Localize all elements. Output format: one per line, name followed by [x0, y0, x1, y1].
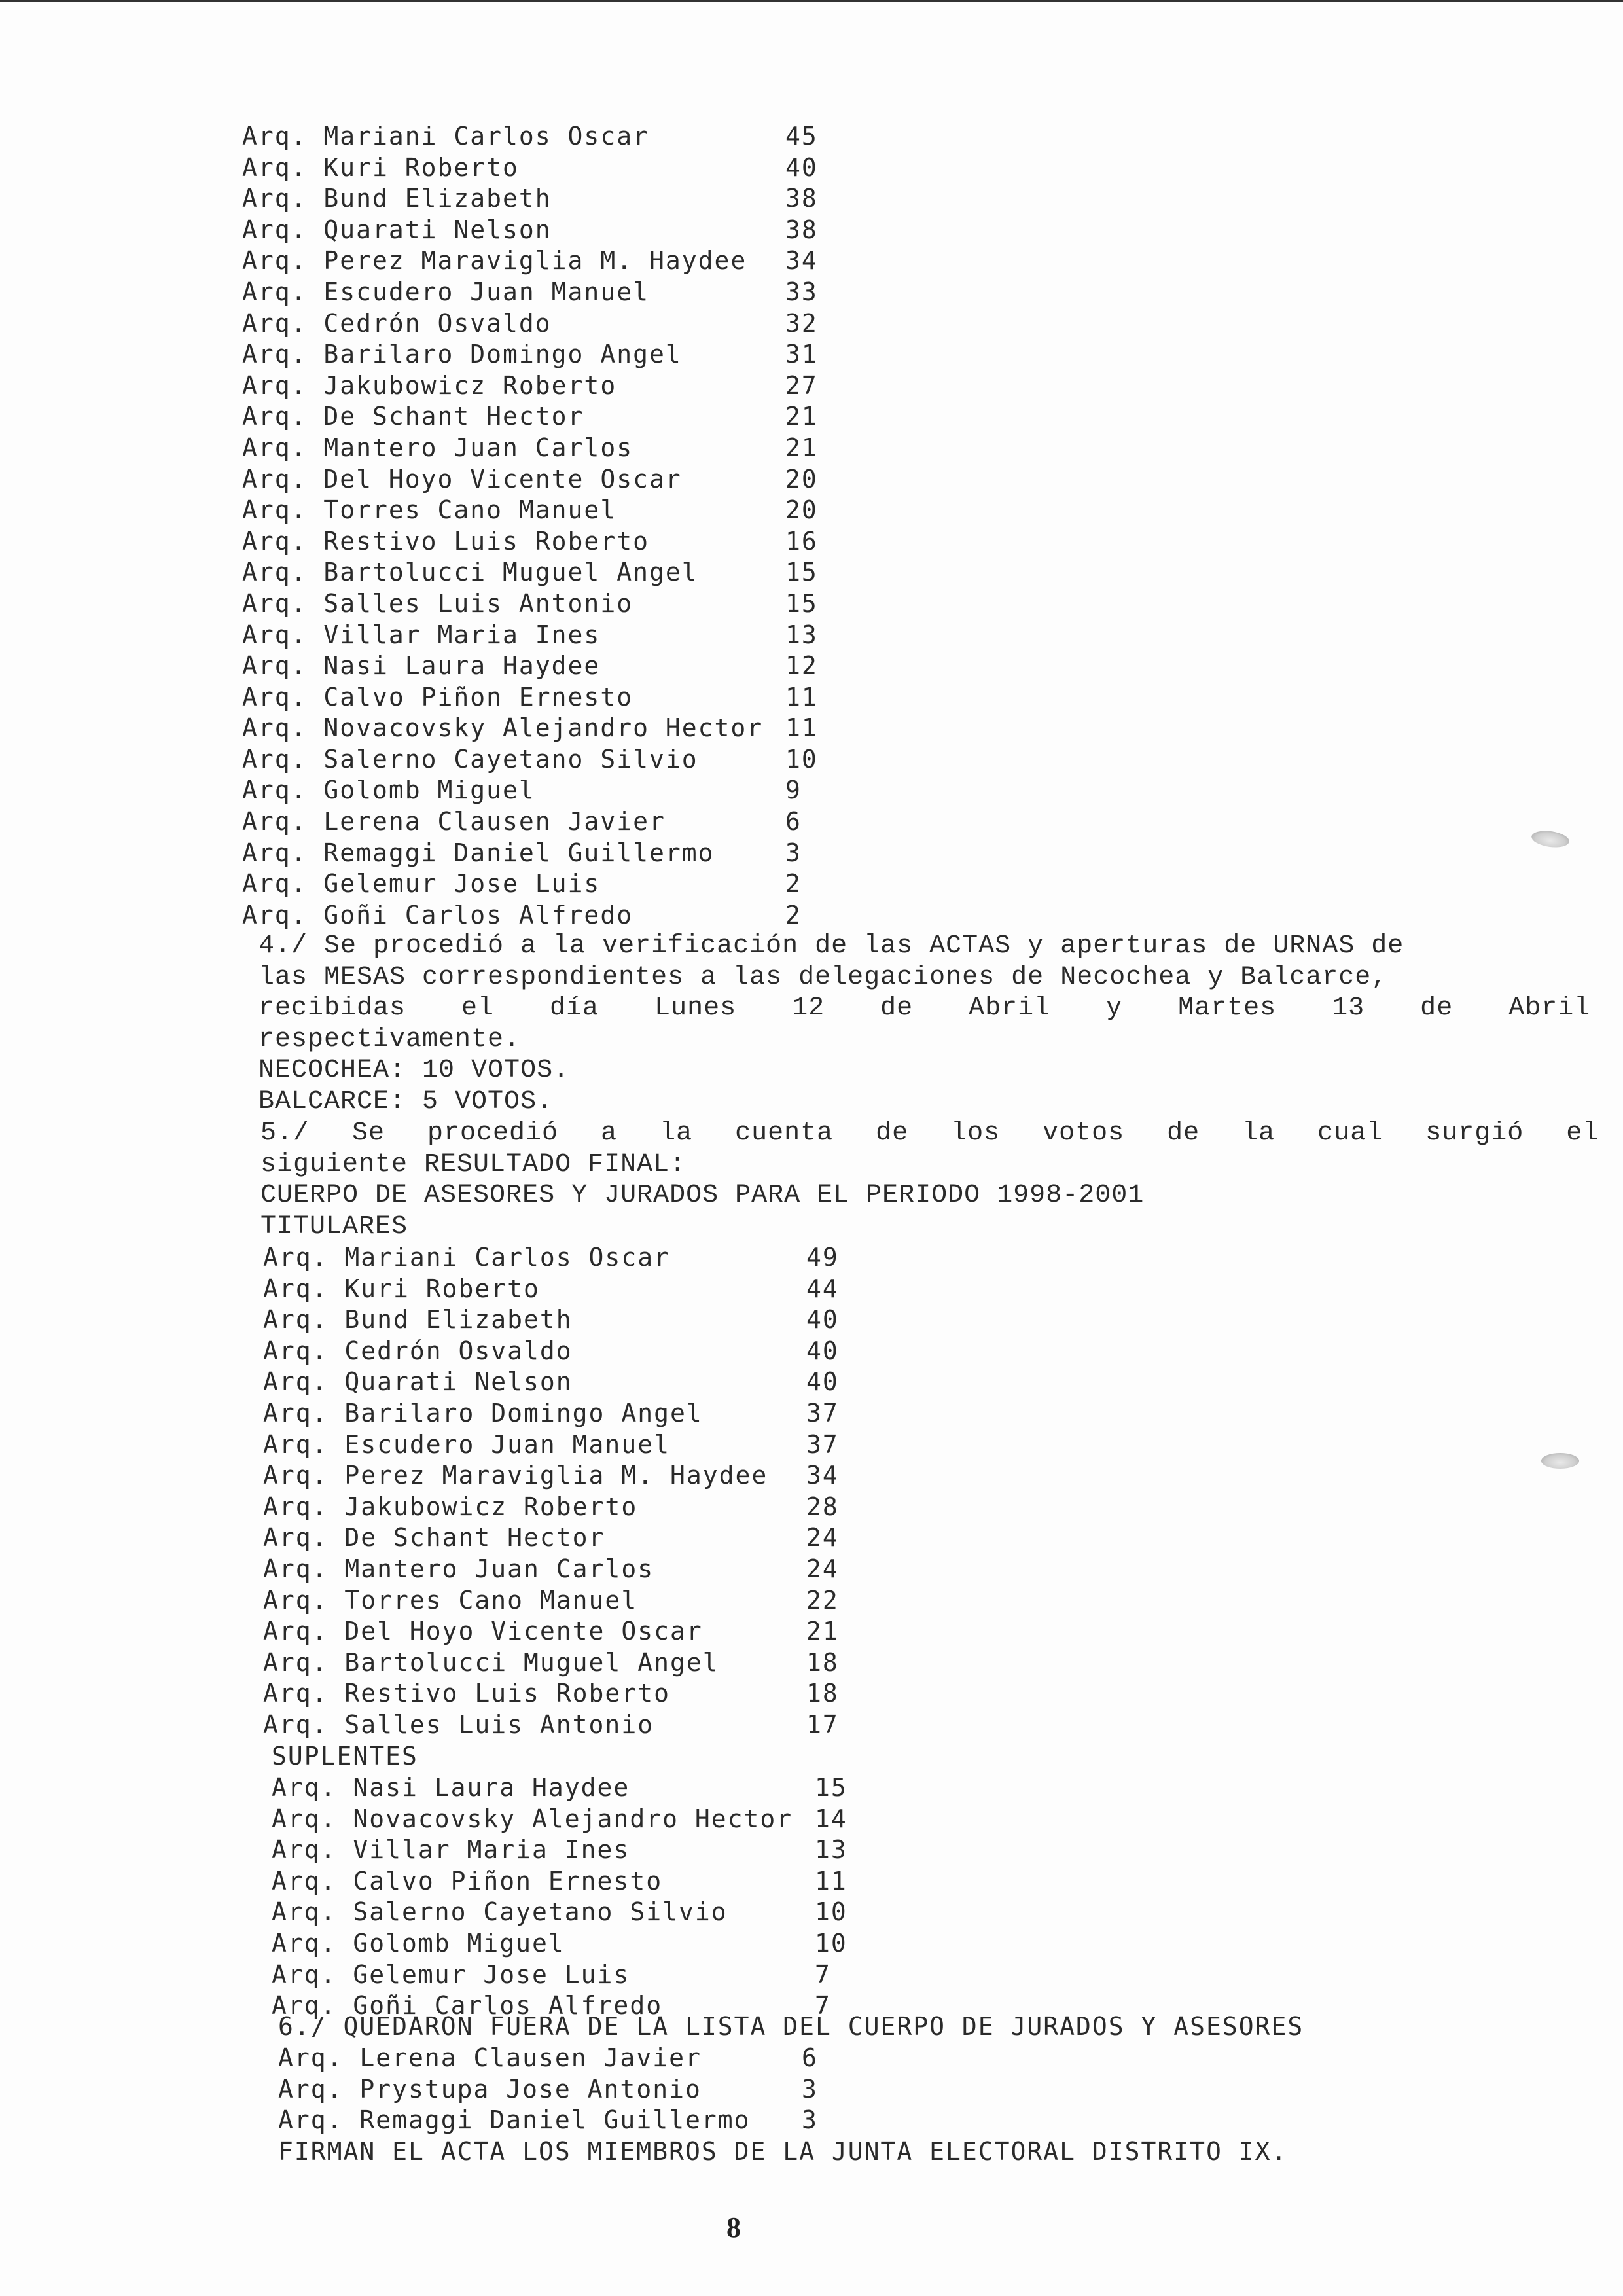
candidate-votes: 13	[785, 620, 818, 649]
candidate-name: Arq. Salerno Cayetano Silvio	[242, 744, 698, 774]
candidate-name: Arq. Jakubowicz Roberto	[242, 370, 617, 400]
candidate-name: Arq. Salles Luis Antonio	[242, 588, 633, 618]
titulares-label: TITULARES	[260, 1211, 408, 1242]
candidate-name: Arq. Quarati Nelson	[242, 215, 552, 244]
candidate-name: Arq. Perez Maraviglia M. Haydee	[242, 246, 747, 276]
candidate-votes: 33	[785, 277, 818, 306]
candidate-name: Arq. Lerena Clausen Javier	[278, 2043, 702, 2072]
candidate-name: Arq. Kuri Roberto	[242, 152, 519, 182]
page-number: 8	[726, 2212, 741, 2244]
candidate-name: Arq. Novacovsky Alejandro Hector	[242, 713, 764, 743]
candidate-votes: 27	[785, 370, 818, 400]
candidate-votes: 9	[785, 776, 802, 805]
punch-hole-mark	[1531, 829, 1571, 850]
candidate-name: Arq. Remaggi Daniel Guillermo	[242, 838, 715, 867]
candidate-votes: 12	[785, 651, 818, 681]
candidate-votes: 38	[785, 184, 818, 213]
section-5-line: 5./ Se procedió a la cuenta de los votos de la cual surgió el	[260, 1119, 1599, 1148]
candidate-votes: 10	[815, 1928, 847, 1958]
top-edge-line	[0, 0, 1623, 2]
candidate-name: Arq. Torres Cano Manuel	[263, 1585, 638, 1615]
candidate-votes: 14	[815, 1804, 847, 1833]
section-6-heading	[278, 2011, 1304, 2043]
candidate-name: Arq. Villar Maria Ines	[242, 620, 601, 649]
candidate-name: Arq. Remaggi Daniel Guillermo	[278, 2106, 751, 2135]
candidate-votes: 31	[785, 340, 818, 369]
candidate-votes: 6	[802, 2043, 818, 2072]
candidate-votes: 21	[785, 402, 818, 431]
candidate-name: Arq. Calvo Piñon Ernesto	[242, 682, 633, 711]
candidate-votes: 32	[785, 308, 818, 338]
candidate-votes: 15	[815, 1773, 847, 1802]
punch-hole-mark	[1541, 1453, 1579, 1469]
candidate-votes: 38	[785, 215, 818, 244]
candidate-votes: 40	[806, 1367, 839, 1397]
candidate-votes: 15	[785, 558, 818, 587]
candidate-name: Arq. Cedrón Osvaldo	[263, 1336, 573, 1365]
suplentes-label: SUPLENTES	[272, 1742, 418, 1770]
candidate-votes: 18	[806, 1647, 839, 1677]
candidate-name: Arq. Mariani Carlos Oscar	[242, 122, 649, 151]
candidate-votes: 15	[785, 588, 818, 618]
candidate-name: Arq. Gelemur Jose Luis	[242, 869, 601, 899]
candidate-name: Arq. Salles Luis Antonio	[263, 1710, 654, 1739]
candidate-votes: 3	[802, 2106, 818, 2135]
section-4-line: recibidas el día Lunes 12 de Abril y Martes 13 de Abril	[259, 994, 1591, 1024]
candidate-votes: 34	[806, 1461, 839, 1490]
candidate-name: Arq. Golomb Miguel	[272, 1928, 565, 1958]
candidate-votes: 17	[806, 1710, 839, 1739]
section-4	[259, 931, 1591, 1118]
candidate-votes: 21	[785, 433, 818, 462]
candidate-name: Arq. Nasi Laura Haydee	[242, 651, 601, 681]
candidate-votes: 37	[806, 1398, 839, 1427]
candidate-votes: 20	[785, 464, 818, 493]
candidate-votes: 40	[785, 152, 818, 182]
section-4-line: las MESAS correspondientes a las delegaciones de Necochea y Balcarce,	[259, 962, 1388, 992]
suplentes-heading	[272, 1741, 418, 1772]
candidate-name: Arq. De Schant Hector	[263, 1523, 605, 1552]
candidate-name: Arq. Mantero Juan Carlos	[263, 1554, 654, 1583]
candidate-name: Arq. Golomb Miguel	[242, 776, 535, 805]
candidate-name: Arq. Jakubowicz Roberto	[263, 1492, 638, 1521]
candidate-name: Arq. Bartolucci Muguel Angel	[263, 1647, 719, 1677]
candidate-name: Arq. Salerno Cayetano Silvio	[272, 1897, 728, 1927]
candidate-name: Arq. Prystupa Jose Antonio	[278, 2074, 702, 2104]
final-result-heading: CUERPO DE ASESORES Y JURADOS PARA EL PERIODO 1998-2001	[260, 1181, 1145, 1211]
candidate-votes: 37	[806, 1429, 839, 1459]
candidate-votes: 11	[815, 1866, 847, 1895]
section-5	[260, 1118, 1599, 1242]
candidate-votes: 10	[785, 744, 818, 774]
candidate-name: Arq. Kuri Roberto	[263, 1274, 540, 1303]
candidate-votes: 16	[785, 526, 818, 556]
candidate-name: Arq. Cedrón Osvaldo	[242, 308, 552, 338]
candidate-votes: 24	[806, 1523, 839, 1552]
candidate-name: Arq. Gelemur Jose Luis	[272, 1960, 630, 1989]
candidate-votes: 24	[806, 1554, 839, 1583]
candidate-name: Arq. Escudero Juan Manuel	[242, 277, 649, 306]
candidate-votes: 7	[815, 1991, 831, 2020]
candidate-votes: 2	[785, 869, 802, 899]
candidate-name: Arq. Novacovsky Alejandro Hector	[272, 1804, 793, 1833]
candidate-name: Arq. De Schant Hector	[242, 402, 584, 431]
candidate-votes: 22	[806, 1585, 839, 1615]
candidate-name: Arq. Bund Elizabeth	[263, 1305, 573, 1335]
candidate-votes: 18	[806, 1679, 839, 1708]
candidate-name: Arq. Goñi Carlos Alfredo	[272, 1991, 663, 2020]
candidate-name: Arq. Escudero Juan Manuel	[263, 1429, 670, 1459]
candidate-votes: 28	[806, 1492, 839, 1521]
candidate-votes: 11	[785, 713, 818, 743]
candidate-name: Arq. Bund Elizabeth	[242, 184, 552, 213]
candidate-name: Arq. Mariani Carlos Oscar	[263, 1243, 670, 1272]
candidate-name: Arq. Villar Maria Ines	[272, 1835, 630, 1865]
section-4-line: respectivamente.	[259, 1024, 521, 1054]
candidate-name: Arq. Barilaro Domingo Angel	[263, 1398, 703, 1427]
candidate-votes: 7	[815, 1960, 831, 1989]
candidate-votes: 45	[785, 122, 818, 151]
candidate-name: Arq. Barilaro Domingo Angel	[242, 340, 682, 369]
necochea-votes: NECOCHEA: 10 VOTOS.	[259, 1056, 570, 1086]
candidate-name: Arq. Goñi Carlos Alfredo	[242, 900, 633, 929]
candidate-votes: 49	[806, 1243, 839, 1272]
candidate-votes: 20	[785, 495, 818, 525]
candidate-name: Arq. Lerena Clausen Javier	[242, 807, 666, 836]
candidate-votes: 11	[785, 682, 818, 711]
candidate-name: Arq. Del Hoyo Vicente Oscar	[242, 464, 682, 493]
candidate-name: Arq. Torres Cano Manuel	[242, 495, 617, 525]
candidate-votes: 40	[806, 1336, 839, 1365]
candidate-name: Arq. Restivo Luis Roberto	[263, 1679, 670, 1708]
candidate-votes: 21	[806, 1617, 839, 1646]
candidate-name: Arq. Mantero Juan Carlos	[242, 433, 633, 462]
candidate-votes: 44	[806, 1274, 839, 1303]
candidate-votes: 13	[815, 1835, 847, 1865]
candidate-name: Arq. Restivo Luis Roberto	[242, 526, 649, 556]
candidate-name: Arq. Bartolucci Muguel Angel	[242, 558, 698, 587]
candidate-votes: 40	[806, 1305, 839, 1335]
candidate-votes: 2	[785, 900, 802, 929]
candidate-votes: 10	[815, 1897, 847, 1927]
closing-statement	[278, 2136, 1287, 2168]
candidate-votes: 6	[785, 807, 802, 836]
candidate-votes: 34	[785, 246, 818, 276]
candidate-name: Arq. Quarati Nelson	[263, 1367, 573, 1397]
candidate-name: Arq. Del Hoyo Vicente Oscar	[263, 1617, 703, 1646]
closing-line: FIRMAN EL ACTA LOS MIEMBROS DE LA JUNTA ELECTORAL DISTRITO IX.	[278, 2137, 1288, 2166]
candidate-votes: 3	[785, 838, 802, 867]
balcarce-votes: BALCARCE: 5 VOTOS.	[259, 1086, 554, 1117]
candidate-name: Arq. Nasi Laura Haydee	[272, 1773, 630, 1802]
section-6-title: 6./ QUEDARON FUERA DE LA LISTA DEL CUERPO DE JURADOS Y ASESORES	[278, 2012, 1304, 2041]
candidate-name: Arq. Perez Maraviglia M. Haydee	[263, 1461, 768, 1490]
section-5-line: siguiente RESULTADO FINAL:	[260, 1149, 687, 1179]
candidate-name: Arq. Calvo Piñon Ernesto	[272, 1866, 663, 1895]
section-4-line: 4./ Se procedió a la verificación de las ACTAS y aperturas de URNAS de	[259, 931, 1404, 961]
candidate-votes: 3	[802, 2074, 818, 2104]
